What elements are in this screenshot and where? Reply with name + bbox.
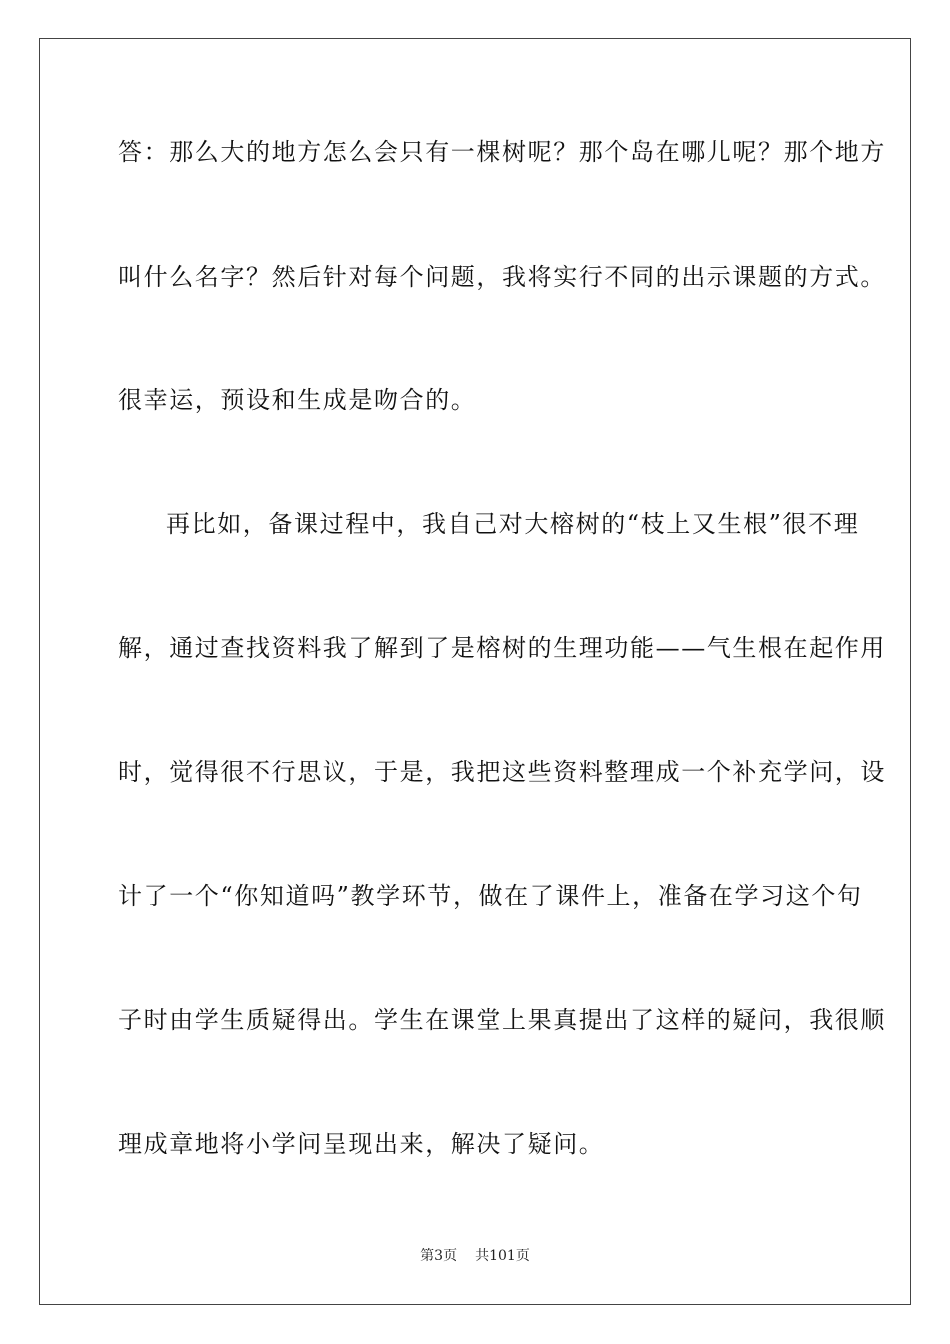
body-line-4: 再比如，备课过程中，我自己对大榕树的“枝上又生根”很不理 [166, 510, 860, 538]
body-line-2: 叫什么名字？然后针对每个问题，我将实行不同的出示课题的方式。 [118, 263, 886, 291]
body-line-3: 很幸运，预设和生成是吻合的。 [118, 386, 477, 414]
page-number: 第3页 [420, 1248, 458, 1264]
total-pages: 共101页 [475, 1248, 530, 1264]
body-line-1: 答：那么大的地方怎么会只有一棵树呢？那个岛在哪儿呢？那个地方 [118, 138, 886, 166]
body-line-5: 解，通过查找资料我了解到了是榕树的生理功能——气生根在起作用 [118, 634, 886, 662]
body-line-8: 子时由学生质疑得出。学生在课堂上果真提出了这样的疑问，我很顺 [118, 1006, 886, 1034]
body-line-9: 理成章地将小学问呈现出来，解决了疑问。 [118, 1130, 605, 1158]
page-frame [39, 38, 911, 1305]
body-line-7: 计了一个“你知道吗”教学环节，做在了课件上，准备在学习这个句 [118, 882, 863, 910]
body-line-6: 时，觉得很不行思议，于是，我把这些资料整理成一个补充学问，设 [118, 758, 886, 786]
page-footer [0, 1246, 950, 1266]
